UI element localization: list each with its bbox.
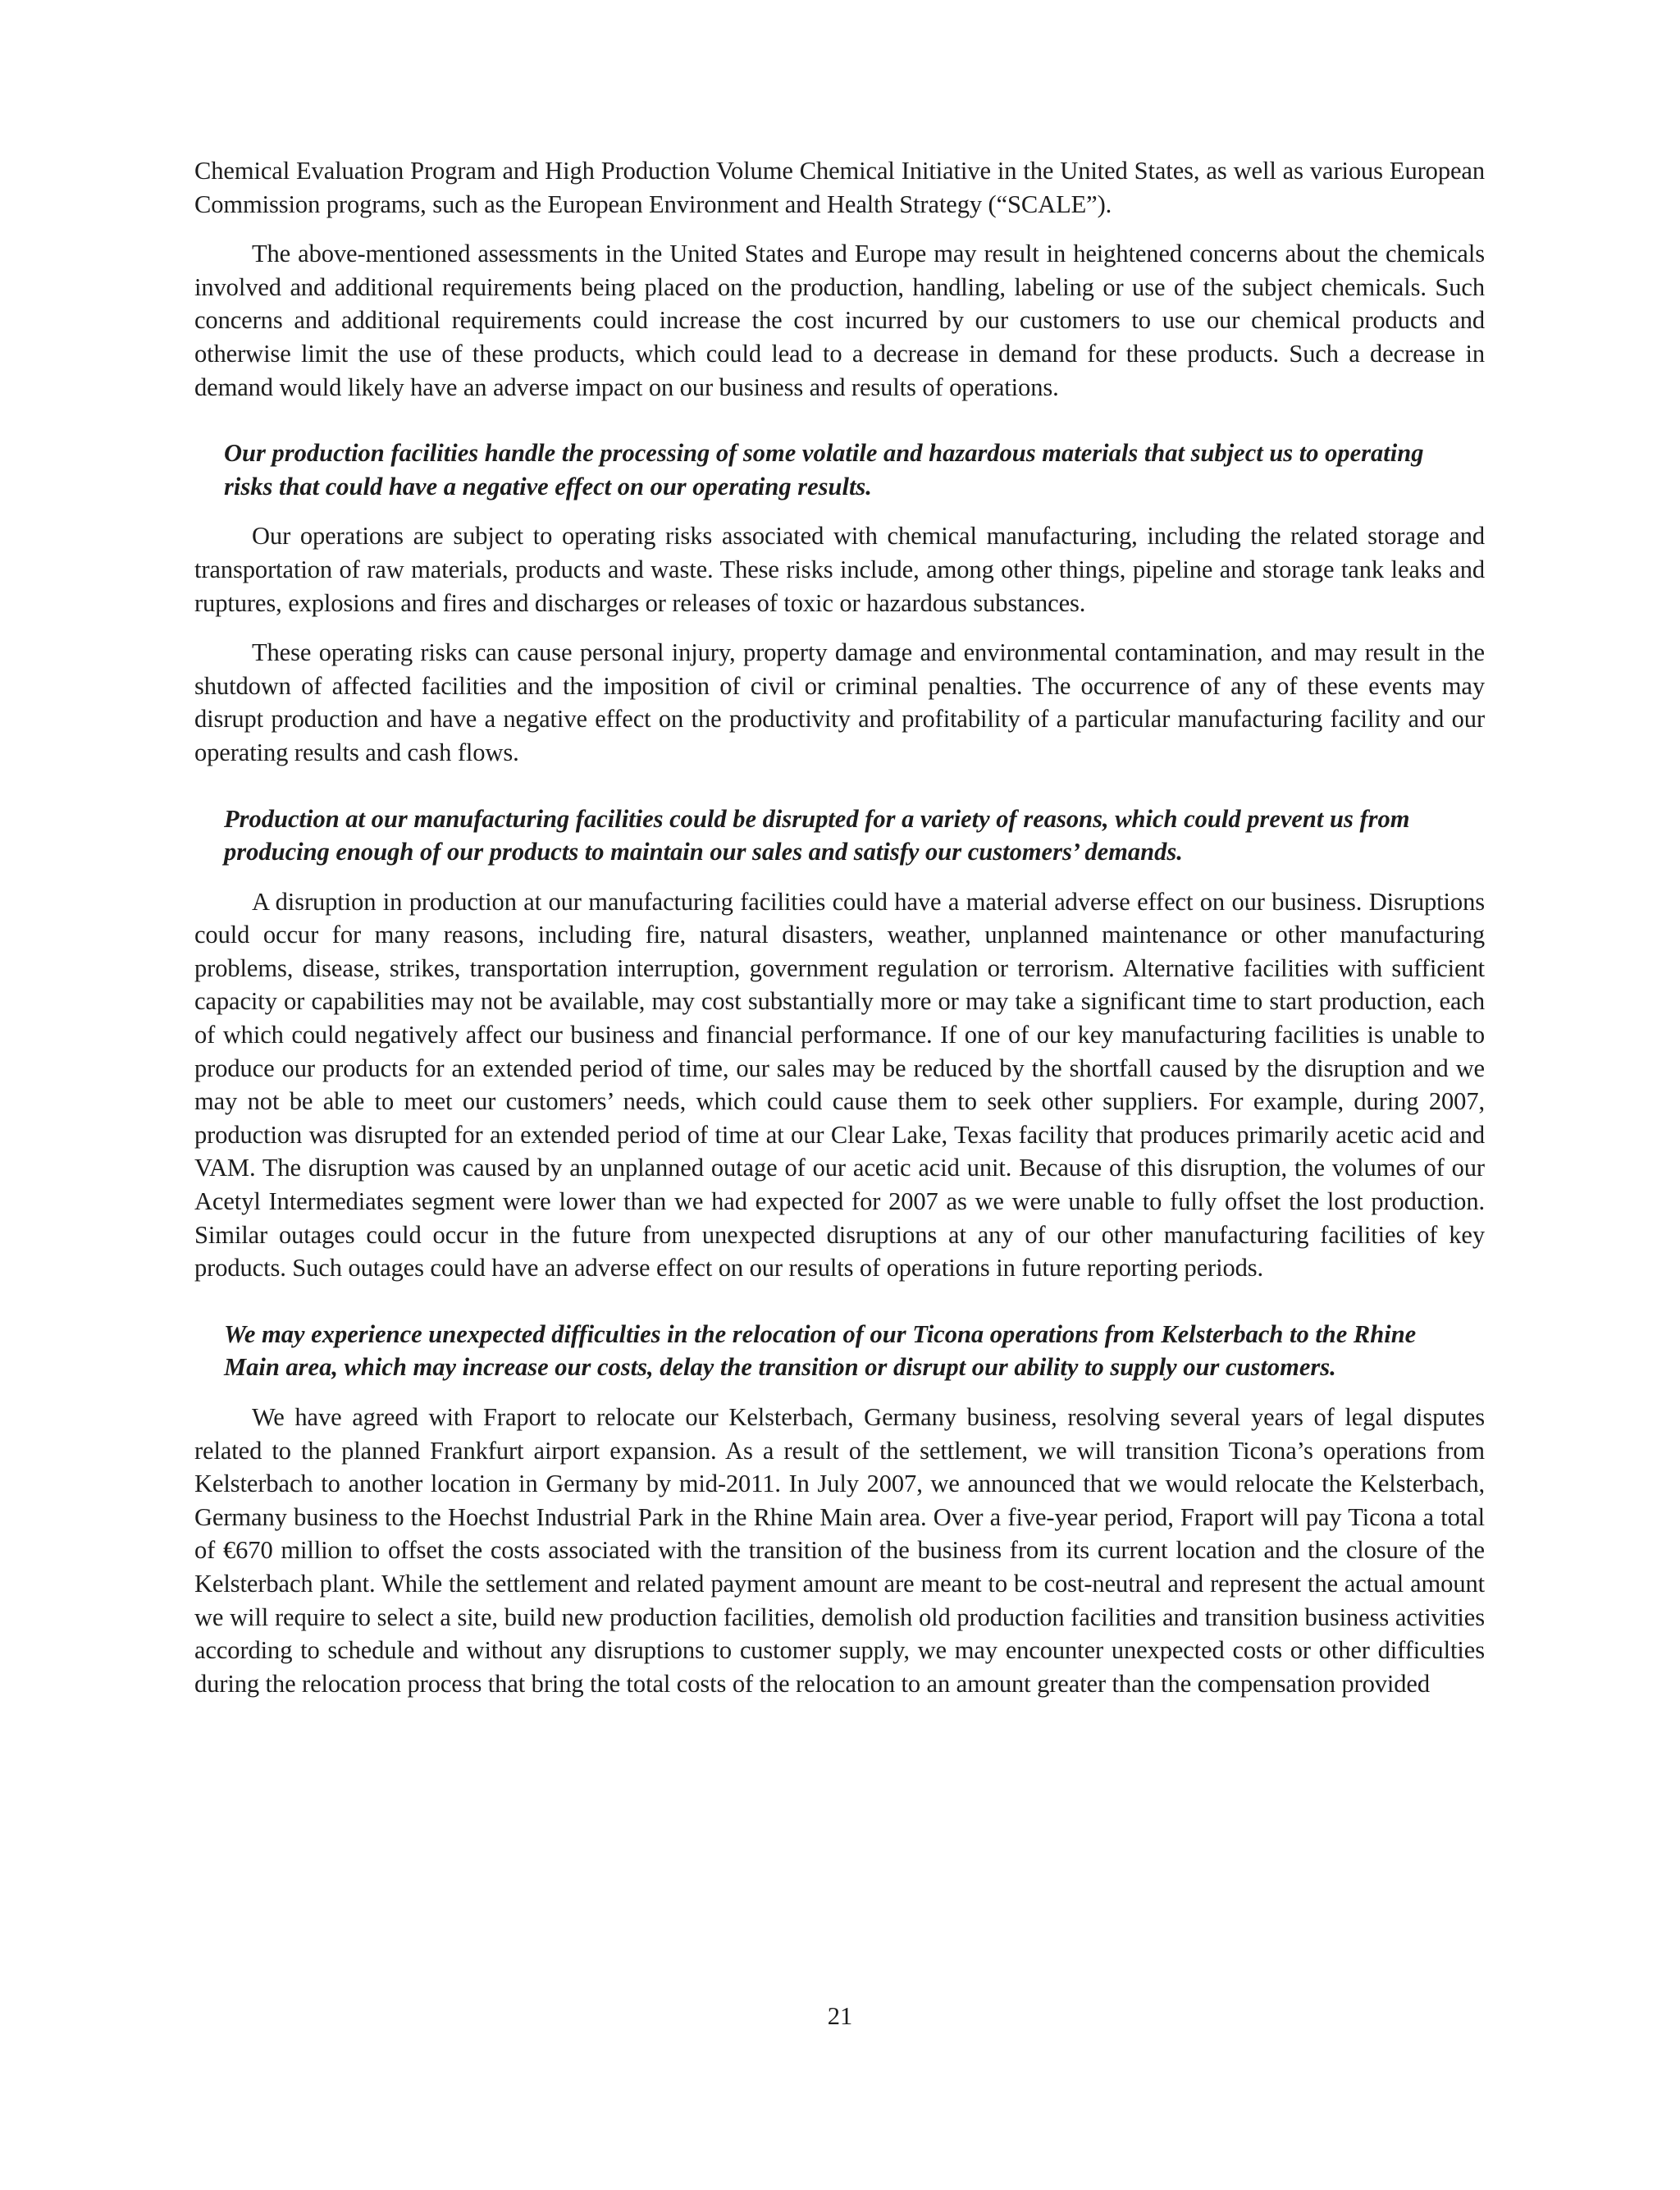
page-number: 21 bbox=[827, 2002, 853, 2030]
spacer bbox=[194, 869, 1485, 885]
paragraph-assessments: The above-mentioned assessments in the United States and Europe may result in heightened concerns about the chemicals involved and additional requirements being placed on the production, handling, labeling or use of the subject chemicals. Such concerns and additional requirements could increase the cost incurred by our customers to use our chemical products and otherwise limit the use of these products, which could lead to a decrease in demand for these products. Such a decrease in demand would likely have an adverse impact on our business and results of operations. bbox=[194, 240, 1485, 401]
risk-heading-hazardous-materials: Our production facilities handle the processing of some volatile and hazardous materials that subject us to operating risks that could have a negative effect on our operating results. bbox=[224, 439, 1424, 501]
spacer bbox=[194, 221, 1485, 237]
paragraph-operating-risks: Our operations are subject to operating risks associated with chemical manufacturing, including the related storage and transportation of raw materials, products and waste. These risks include, among other things, pipeline and storage tank leaks and ruptures, explosions and fires and discharges or releases of toxic or hazardous substances. bbox=[194, 522, 1485, 617]
paragraph-risk-consequences: These operating risks can cause personal injury, property damage and environmental contamination, and may result in the shutdown of affected facilities and the imposition of civil or criminal penalties. The occurrence of any of these events may disrupt production and have a negative effect on the productivity and profitability of a particular manufacturing facility and our operating results and cash flows. bbox=[194, 638, 1485, 766]
spacer bbox=[194, 1285, 1485, 1318]
paragraph-continuation: Chemical Evaluation Program and High Production Volume Chemical Initiative in the United States, as well as various European Commission programs, such as the European Environment and Health Strategy (“SCALE”). bbox=[194, 157, 1485, 218]
risk-heading-production-disruption: Production at our manufacturing facilities could be disrupted for a variety of reasons, which could prevent us from producing enough of our products to maintain our sales and satisfy our customers’ demands. bbox=[224, 804, 1410, 866]
paragraph-relocation-details: We have agreed with Fraport to relocate our Kelsterbach, Germany business, resolving several years of legal disputes related to the planned Frankfurt airport expansion. As a result of the settlement, we will transition Ticona’s operations from Kelsterbach to another location in Germany by mid-2011. In July 2007, we announced that we would relocate the Kelsterbach, Germany business to the Hoechst Industrial Park in the Rhine Main area. Over a five-year period, Fraport will pay Ticona a total of €670 million to offset the costs associated with the transition of the business from its current location and the closure of the Kelsterbach plant. While the settlement and related payment amount are meant to be cost-neutral and represent the actual amount we will require to select a site, build new production facilities, demolish old production facilities and transition business activities according to schedule and without any disruptions to customer supply, we may encounter unexpected costs or other difficulties during the relocation process that bring the total costs of the relocation to an amount greater than the compensation provided bbox=[194, 1403, 1485, 1698]
spacer bbox=[194, 770, 1485, 802]
paragraph-disruption-details: A disruption in production at our manufacturing facilities could have a material adverse effect on our business. Disruptions could occur for many reasons, including fire, natural disasters, weather, unplanned maintenance or other manufacturing problems, disease, strikes, transportation interruption, government regulation or terrorism. Alternative facilities with sufficient capacity or capabilities may not be available, may cost substantially more or may take a significant time to start production, each of which could negatively affect our business and financial performance. If one of our key manufacturing facilities is unable to produce our products for an extended period of time, our sales may be reduced by the shortfall caused by the disruption and we may not be able to meet our customers’ needs, which could cause them to seek other suppliers. For example, during 2007, production was disrupted for an extended period of time at our Clear Lake, Texas facility that produces primarily acetic acid and VAM. The disruption was caused by an unplanned outage of our acetic acid unit. Because of this disruption, the volumes of our Acetyl Intermediates segment were lower than we had expected for 2007 as we were unable to fully offset the lost production. Similar outages could occur in the future from unexpected disruptions at any of our other manufacturing facilities of key products. Such outages could have an adverse effect on our results of operations in future reporting periods. bbox=[194, 887, 1485, 1282]
spacer bbox=[194, 404, 1485, 437]
spacer bbox=[194, 503, 1485, 519]
document-body bbox=[194, 154, 1485, 1700]
spacer bbox=[194, 620, 1485, 636]
risk-heading-ticona-relocation: We may experience unexpected difficulties in the relocation of our Ticona operations from Kelsterbach to the Rhine Main area, which may increase our costs, delay the transition or disrupt our ability to supply our customers. bbox=[224, 1319, 1417, 1382]
spacer bbox=[194, 1384, 1485, 1401]
